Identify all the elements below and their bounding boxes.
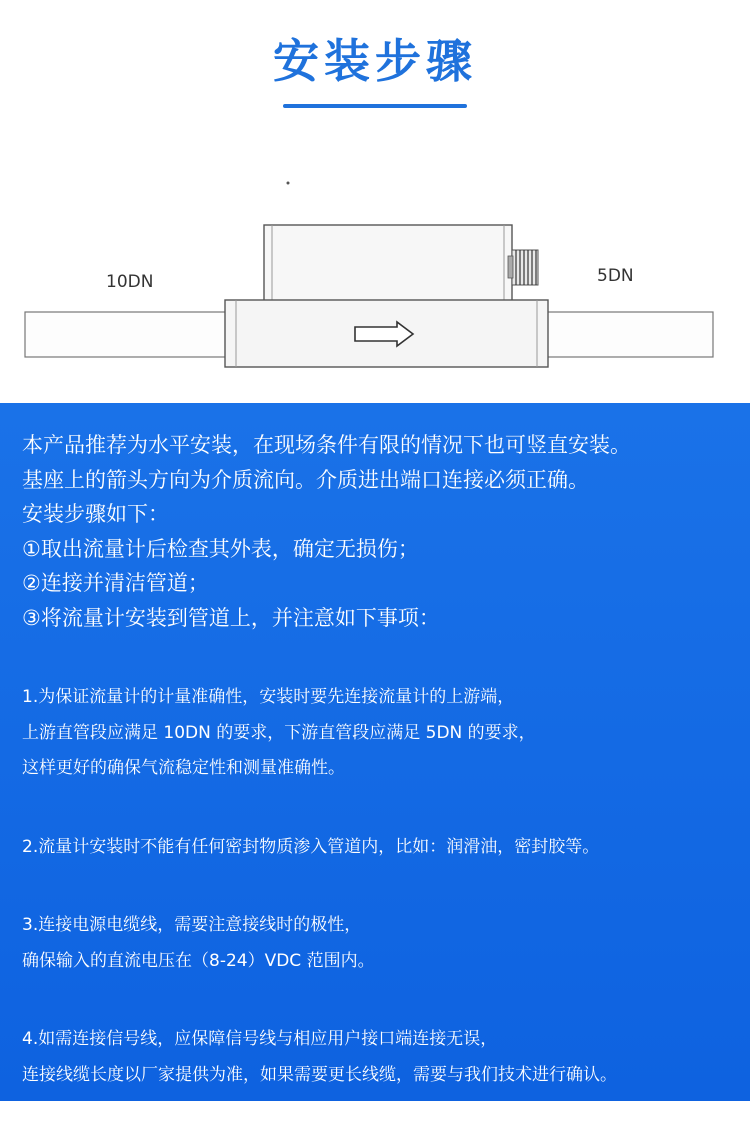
note-line: 1.为保证流量计的计量准确性，安装时要先连接流量计的上游端， xyxy=(22,687,515,707)
note-line: 确保输入的直流电压在（8-24）VDC 范围内。 xyxy=(22,950,375,971)
intro-text xyxy=(22,428,742,635)
installation-diagram xyxy=(0,170,750,402)
step-item: ①取出流量计后检查其外表，确定无损伤； xyxy=(22,536,419,561)
note-item xyxy=(22,680,742,787)
meter-housing xyxy=(264,225,512,302)
note-item xyxy=(22,830,742,866)
note-line: 4.如需连接信号线，应保障信号线与相应用户接口端连接无误， xyxy=(22,1029,498,1049)
note-item xyxy=(22,1022,742,1093)
note-line: 这样更好的确保气流稳定性和测量准确性。 xyxy=(22,758,345,778)
downstream-label: 5DN xyxy=(597,266,634,286)
upstream-label: 10DN xyxy=(106,272,154,292)
title-underline xyxy=(283,104,467,108)
intro-line: 安装步骤如下： xyxy=(22,502,169,526)
note-line: 2.流量计安装时不能有任何密封物质渗入管道内，比如：润滑油，密封胶等。 xyxy=(22,836,600,857)
note-item xyxy=(22,908,742,979)
connector-icon xyxy=(508,250,538,285)
diagram-dot xyxy=(287,182,290,185)
note-line: 上游直管段应满足 10DN 的要求，下游直管段应满足 5DN 的要求， xyxy=(22,722,536,743)
step-item: ②连接并清洁管道； xyxy=(22,571,209,595)
notes-list xyxy=(22,680,742,1136)
page-title: 安装步骤 xyxy=(273,34,477,88)
note-line: 连接线缆长度以厂家提供为准，如果需要更长线缆，需要与我们技术进行确认。 xyxy=(22,1064,617,1085)
instructions-panel xyxy=(0,403,750,1101)
intro-line: 本产品推荐为水平安装，在现场条件有限的情况下也可竖直安装。 xyxy=(22,433,631,457)
intro-line: 基座上的箭头方向为介质流向。介质进出端口连接必须正确。 xyxy=(22,467,589,492)
note-line: 3.连接电源电缆线，需要注意接线时的极性， xyxy=(22,915,362,935)
step-item: ③将流量计安装到管道上，并注意如下事项： xyxy=(22,605,440,630)
downstream-pipe xyxy=(543,312,713,357)
upstream-pipe xyxy=(25,312,233,357)
